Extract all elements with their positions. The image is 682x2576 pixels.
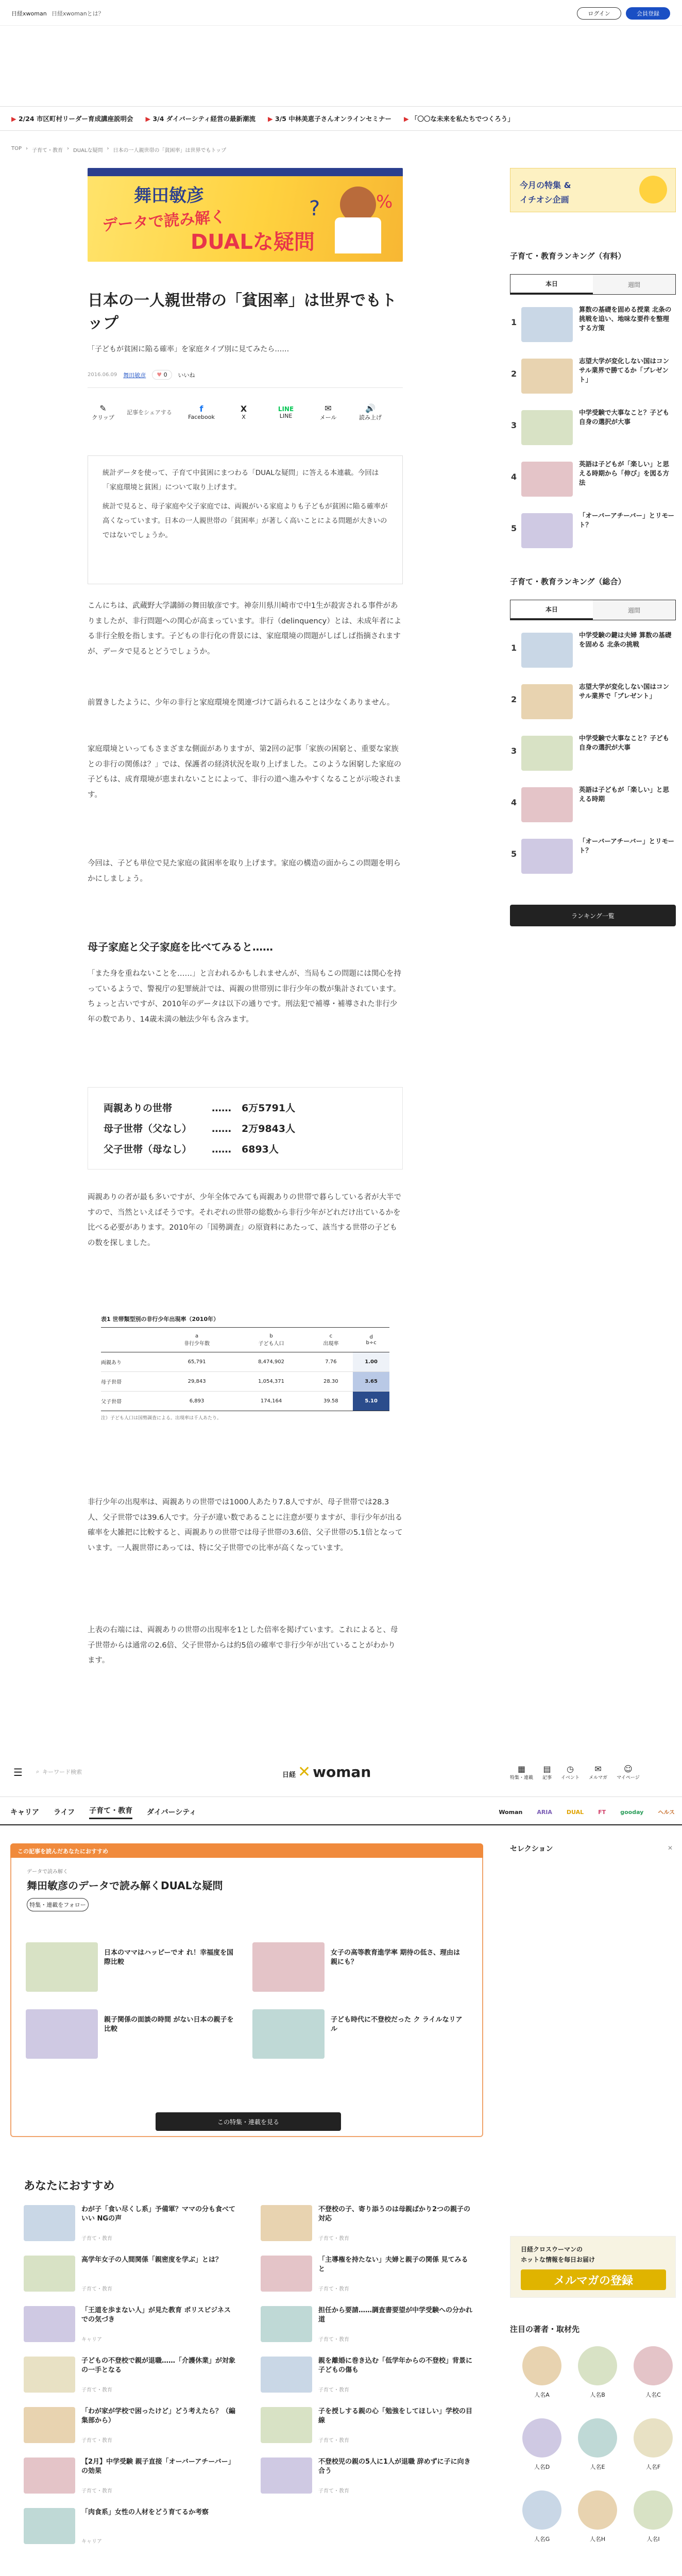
recommend-item[interactable]: 「肉食系」女性の人材をどう育てるか考察 bbox=[81, 2509, 209, 2516]
table-caption: 表1 世帯類型別の非行少年出現率（2010年） bbox=[101, 1316, 219, 1323]
recommend-thumbnail[interactable] bbox=[24, 2205, 75, 2241]
series-badge: データで読み解く bbox=[27, 1869, 68, 1875]
rank-number: 5 bbox=[511, 849, 517, 859]
rank-number: 3 bbox=[511, 420, 517, 430]
rank-thumbnail[interactable] bbox=[521, 787, 573, 822]
author-name[interactable]: 人名B bbox=[590, 2392, 605, 2398]
rank-thumbnail[interactable] bbox=[521, 684, 573, 719]
banner-illustration: ? % bbox=[330, 181, 386, 253]
recommend-item[interactable]: 「わが家が学校で困ったけど」どう考えたら？（編集部から） bbox=[81, 2408, 236, 2425]
stats-box bbox=[88, 1087, 403, 1170]
bookmark-count[interactable]: ♥ 0 bbox=[152, 370, 172, 380]
nav-logo[interactable]: ARIA bbox=[537, 1808, 552, 1816]
recommend-thumbnail[interactable] bbox=[261, 2306, 312, 2342]
recommend-category: 子育て・教育 bbox=[318, 2438, 349, 2444]
line-icon: LINE bbox=[278, 405, 294, 413]
article-p7: 「また身を重ねないことを……」と言われるかもしれませんが、当局もこの問題には関心を持っているようで、警視庁の犯罪統計では、両親の世帯別に非行少年の数が集計されています。ちょっと古いですが、2010年のデータは以下の通りです。刑法犯で補導・補導された非行少年の数であり、14歳未満の触法少年も含みます。 bbox=[88, 970, 401, 1024]
rank-thumbnail[interactable] bbox=[521, 410, 573, 445]
tab-weekly[interactable]: 週間 bbox=[593, 275, 675, 294]
event-item[interactable]: ▶ 3/4 ダイバーシティ経営の最新潮流 bbox=[145, 115, 256, 123]
recommend-item[interactable]: 親を離婚に巻き込む「低学年からの不登校」背景に子どもの傷も bbox=[318, 2357, 473, 2375]
clip-icon: ✎ bbox=[99, 403, 107, 413]
site-top-bar bbox=[0, 0, 682, 26]
nav-kids[interactable]: 子育て・教育 bbox=[89, 1805, 132, 1819]
recommend-item[interactable]: 「主導権を持たない」夫婦と親子の関係 見てみると bbox=[318, 2256, 468, 2274]
main-nav bbox=[10, 1800, 675, 1824]
recommend-category: 子育て・教育 bbox=[81, 2286, 112, 2292]
recommend-category: 子育て・教育 bbox=[81, 2236, 112, 2242]
author-avatar[interactable] bbox=[578, 2490, 617, 2530]
article-title: 日本の一人親世帯の「貧困率」は世界でもトップ bbox=[88, 292, 397, 332]
recommend-item[interactable]: 【2月】中学受験 親子直接「オーバーアチーバー」の効果 bbox=[81, 2458, 235, 2476]
banner-name: 舞田敏彦 bbox=[134, 185, 204, 206]
author-name[interactable]: 人名I bbox=[646, 2536, 660, 2543]
mypage-icon-link[interactable]: ☺ マイページ bbox=[617, 1764, 640, 1781]
feature-icon-link[interactable]: ▦ 特集・連載 bbox=[510, 1764, 534, 1781]
close-icon[interactable]: ✕ bbox=[668, 1844, 673, 1852]
author-avatar[interactable] bbox=[522, 2490, 561, 2530]
breadcrumb-item: 日本の一人親世帯の「貧困率」は世界でもトップ bbox=[113, 148, 227, 154]
share-line[interactable]: LINE LINE bbox=[265, 405, 307, 419]
rank-paid-title: 子育て・教育ランキング（有料） bbox=[510, 251, 626, 261]
author-name[interactable]: 人名F bbox=[645, 2464, 661, 2470]
rank-item[interactable]: 志望大学が変化しない国はコンサル業界で勝てるか「ブレゼント」 bbox=[579, 357, 670, 384]
nav-diversity[interactable]: ダイバーシティ bbox=[147, 1808, 197, 1817]
breadcrumb-item[interactable]: TOP bbox=[11, 146, 22, 151]
recommend-thumbnail[interactable] bbox=[24, 2458, 75, 2494]
banner-line1: データで読み解く bbox=[101, 208, 227, 235]
data-table bbox=[101, 1315, 389, 1421]
event-item[interactable]: ▶ 3/5 中林美恵子さんオンラインセミナー bbox=[268, 115, 391, 123]
rank-item[interactable]: 志望大学が変化しない国はコンサル業界で「ブレゼント」 bbox=[579, 683, 670, 700]
series-thumbnail[interactable] bbox=[252, 2009, 325, 2059]
lead-box bbox=[88, 455, 403, 584]
bottom-header bbox=[0, 1757, 682, 1801]
breadcrumb: TOP › 子育て・教育 › DUALな疑問 › 日本の一人親世帯の「貧困率」は世界でもトップ bbox=[11, 146, 227, 154]
tab-today[interactable]: 本日 bbox=[510, 600, 593, 620]
nav-logo[interactable]: ヘルス bbox=[658, 1809, 675, 1816]
breadcrumb-item[interactable]: 子育て・教育 bbox=[32, 148, 63, 154]
recommend-item[interactable]: 子を授しする親の心「勉強をしてほしい」学校の目線 bbox=[318, 2408, 473, 2425]
recommend-thumbnail[interactable] bbox=[24, 2508, 75, 2544]
rank-item[interactable]: 算数の基礎を固める授業 北条の挑戦を追い、地味な要件を整理する方策 bbox=[579, 306, 672, 332]
tab-weekly[interactable]: 週間 bbox=[593, 600, 675, 620]
ranking-more-button[interactable]: ランキング一覧 bbox=[510, 905, 676, 926]
stat-row: 父子世帯（母なし） …… 6893人 bbox=[104, 1144, 279, 1155]
article-meta bbox=[88, 370, 195, 380]
rank-all-title: 子育て・教育ランキング（総合） bbox=[510, 577, 626, 586]
author-name[interactable]: 人名A bbox=[534, 2392, 550, 2398]
author-avatar[interactable] bbox=[634, 2490, 673, 2530]
table-header: a 非行少年数 bbox=[184, 1333, 210, 1347]
x-icon: X bbox=[240, 404, 247, 414]
mailmag-ad[interactable] bbox=[510, 2236, 676, 2298]
recommend-category: 子育て・教育 bbox=[318, 2286, 349, 2292]
article-p8: 両親ありの者が最も多いですが、少年全体でみても両親ありの世帯で暮らしている者が大半ですので、当然といえばそうです。それぞれの世帯の総数から非行少年がどれだけ出ているかを比べる必要があります。2010年の「国勢調査」の原資料にあたって、該当する世帯の子どもの数を探しました。 bbox=[88, 1193, 401, 1248]
recommend-thumbnail[interactable] bbox=[261, 2357, 312, 2393]
author-avatar[interactable] bbox=[634, 2418, 673, 2458]
header-icons bbox=[510, 1764, 640, 1781]
author-avatar[interactable] bbox=[634, 2346, 673, 2385]
section-heading: 母子家庭と父子家庭を比べてみると…… bbox=[88, 941, 273, 953]
nav-career[interactable]: キャリア bbox=[10, 1808, 39, 1817]
event-item[interactable]: ▶ 2/24 市区町村リーダー育成講座説明会 bbox=[11, 115, 133, 123]
recommend-thumbnail[interactable] bbox=[24, 2256, 75, 2292]
ad-title: 日経クロスウーマンの bbox=[521, 2246, 583, 2253]
recommend-category: キャリア bbox=[81, 2337, 102, 2343]
rank-item[interactable]: 英語は子どもが「楽しい」と思える時期から「伸び」を図る方法 bbox=[579, 460, 670, 487]
series-title[interactable]: 舞田敏彦のデータで読み解くDUALな疑問 bbox=[27, 1879, 223, 1892]
mail-icon: ✉ bbox=[325, 403, 332, 413]
rank-number: 3 bbox=[511, 746, 517, 756]
table-row: 父子世帯 6,893 174,164 39.58 5.10 bbox=[101, 1392, 389, 1411]
rank-item[interactable]: 「オーバーアチーバー」とリモート？ bbox=[579, 512, 675, 529]
rank-thumbnail[interactable] bbox=[521, 462, 573, 497]
article-p6: 今回は、子ども単位で見た家庭の貧困率を取り上げます。家庭の構造の面からこの問題を明らかにしましょう。 bbox=[88, 859, 401, 883]
series-item[interactable]: 日本のママはハッピーでオ れ！幸福度を国際比較 bbox=[104, 1949, 234, 1967]
rank-thumbnail[interactable] bbox=[521, 513, 573, 548]
recommend-thumbnail[interactable] bbox=[24, 2407, 75, 2443]
author-name[interactable]: 人名C bbox=[645, 2392, 661, 2398]
series-item[interactable]: 子ども時代に不登校だった ク ライルなリアル bbox=[331, 2016, 463, 2033]
recommend-item[interactable]: 高学年女子の人間関係「親密度を学ぶ」とは？ bbox=[81, 2256, 223, 2264]
table-row: 両親あり 65,791 8,474,902 7.76 1.00 bbox=[101, 1352, 389, 1372]
recommend-category: 子育て・教育 bbox=[81, 2387, 112, 2393]
recommend-category: 子育て・教育 bbox=[318, 2236, 349, 2242]
breadcrumb-item[interactable]: DUALな疑問 bbox=[73, 148, 103, 154]
recommend-item[interactable]: 不登校の子、寄り添うのは母親ばかり2つの親子の対応 bbox=[318, 2206, 471, 2223]
join-button[interactable]: 会員登録 bbox=[626, 7, 670, 20]
rank-all-tabs bbox=[510, 600, 676, 620]
rank-item[interactable]: 中学受験で大事なこと？子ども自身の選択が大事 bbox=[579, 734, 670, 752]
article-p4: 前置きしたように、少年の非行と家庭環境を関連づけて語られることは少なくありません。 bbox=[88, 699, 395, 707]
recommend-title: あなたにおすすめ bbox=[24, 2180, 115, 2193]
menu-icon[interactable]: ☰ bbox=[13, 1766, 23, 1778]
series-item[interactable]: 親子関係の面談の時間 がない日本の親子を比較 bbox=[104, 2016, 234, 2033]
recommend-thumbnail[interactable] bbox=[24, 2357, 75, 2393]
author-avatar[interactable] bbox=[578, 2418, 617, 2458]
series-thumbnail[interactable] bbox=[26, 2009, 98, 2059]
follow-series-button[interactable]: 特集・連載をフォロー bbox=[27, 1898, 89, 1911]
tokushu-sub: イチオシ企画 bbox=[520, 195, 569, 205]
rank-paid-tabs bbox=[510, 274, 676, 295]
article-icon-link[interactable]: ▤ 記事 bbox=[542, 1764, 552, 1781]
recommend-category: 子育て・教育 bbox=[81, 2488, 112, 2494]
recommend-category: 子育て・教育 bbox=[81, 2438, 112, 2444]
site-logo[interactable]: 日経 ✕ woman bbox=[282, 1763, 371, 1781]
share-x[interactable]: X X bbox=[223, 404, 265, 420]
recommend-category: 子育て・教育 bbox=[318, 2488, 349, 2494]
article-p10: 上表の右端には、両親ありの世帯の出現率を1とした倍率を掲げています。これによると、母子世帯からは通常の2.6倍、父子世帯からは約5倍の確率で非行少年が出ていることがわかります。 bbox=[88, 1626, 398, 1665]
authors-title: 注目の著者・取材先 bbox=[510, 2325, 580, 2334]
author-link[interactable]: 舞田敏彦 bbox=[123, 371, 146, 379]
rank-number: 4 bbox=[511, 472, 517, 482]
read-aloud-button[interactable]: 🔊 読み上げ bbox=[349, 403, 391, 421]
share-bar bbox=[88, 397, 403, 428]
table-header: b 子ども人口 bbox=[258, 1333, 284, 1347]
series-thumbnail[interactable] bbox=[26, 1942, 98, 1992]
rank-number: 2 bbox=[511, 369, 517, 379]
share-facebook[interactable]: f Facebook bbox=[180, 404, 223, 420]
stat-row: 両親ありの世帯 …… 6万5791人 bbox=[104, 1103, 296, 1114]
rank-number: 5 bbox=[511, 523, 517, 533]
article-p3: こんにちは、武蔵野大学講師の舞田敏彦です。神奈川県川崎市で中1生が殺害される事件がありましたが、非行問題への関心が高まっています。非行（delinquency）とは、未成年者による非行全般を指します。子どもの非行化の背景には、家庭環境の問題がしばしば指摘されますが、データで見るとどうでしょうか。 bbox=[88, 602, 402, 656]
rank-number: 1 bbox=[511, 643, 517, 653]
author-name[interactable]: 人名D bbox=[534, 2464, 550, 2470]
search-input[interactable]: ⌕ キーワード検索 bbox=[36, 1768, 82, 1775]
selection-title: セレクション bbox=[510, 1845, 553, 1853]
nav-logo[interactable]: FT bbox=[598, 1808, 606, 1816]
nav-logo[interactable]: DUAL bbox=[566, 1808, 584, 1816]
lead-p1: 統計データを使って、子育て中貧困にまつわる「DUALな疑問」に答える本連載。今回は「家庭環境と貧困」について取り上げます。 bbox=[103, 469, 379, 492]
brand-link[interactable]: 日経xwoman bbox=[11, 10, 47, 17]
table-note: 注）子ども人口は国勢調査による。出現率は千人あたり。 bbox=[101, 1416, 222, 1421]
event-ticker bbox=[0, 106, 682, 131]
recommend-item[interactable]: 子どもの不登校で親が退職……「介護休業」が対象の一手となる bbox=[81, 2357, 236, 2375]
rank-thumbnail[interactable] bbox=[521, 736, 573, 771]
recommend-category: キャリア bbox=[81, 2539, 102, 2545]
tokushu-banner[interactable] bbox=[510, 168, 676, 212]
series-item[interactable]: 女子の高等教育進学率 期待の低さ、理由は親にも？ bbox=[331, 1949, 461, 1967]
author-avatar[interactable] bbox=[522, 2346, 561, 2385]
recommend-item[interactable]: 「王道を歩まない人」が見た教育 ポリスビジネスでの気づき bbox=[81, 2307, 231, 2324]
tokushu-badge bbox=[639, 176, 667, 204]
rank-number: 1 bbox=[511, 317, 517, 327]
table-header: c 出現率 bbox=[323, 1333, 339, 1347]
rank-number: 4 bbox=[511, 798, 517, 807]
facebook-icon: f bbox=[199, 404, 203, 414]
rank-thumbnail[interactable] bbox=[521, 359, 573, 394]
article-date: 2016.06.09 bbox=[88, 372, 117, 378]
share-label: 記事をシェアする bbox=[127, 409, 172, 416]
rank-thumbnail[interactable] bbox=[521, 839, 573, 874]
author-avatar[interactable] bbox=[578, 2346, 617, 2385]
recommend-thumbnail[interactable] bbox=[261, 2256, 312, 2292]
article-p9: 非行少年の出現率は、両親ありの世帯では1000人あたり7.8人ですが、母子世帯では28.3人、父子世帯では39.6人です。分子が違い数であることに注意が要りますが、非行少年が出る確率を大雑把に比較すると、両親ありの世帯では母子世帯の3.6倍、父子世帯の5.1倍となっています。一人親世帯にあっては、特に父子世帯での比率が高くなっています。 bbox=[88, 1498, 403, 1553]
recommend-category: 子育て・教育 bbox=[318, 2387, 349, 2393]
tab-today[interactable]: 本日 bbox=[510, 275, 593, 294]
article-p5: 家庭環境といってもさまざまな側面がありますが、第2回の記事「家族の困窮と、重要な家族との非行の関係は？」では、保護者の経済状況を取り上げました。このような困窮した家庭の子どもは、成育環境が恵まれないことによって、非行の道へ進みやすくなることが示唆されます。 bbox=[88, 745, 401, 800]
author-name[interactable]: 人名G bbox=[534, 2536, 550, 2543]
recommend-thumbnail[interactable] bbox=[261, 2458, 312, 2494]
search-icon: ⌕ bbox=[36, 1768, 40, 1775]
author-name[interactable]: 人名E bbox=[590, 2464, 605, 2470]
table-header: d b÷c bbox=[366, 1334, 377, 1346]
rank-item[interactable]: 「オーバーアチーバー」とリモート？ bbox=[579, 837, 675, 855]
nav-logo[interactable]: Woman bbox=[499, 1808, 523, 1816]
recommend-item[interactable]: 不登校児の親の5人に1人が退職 辞めずに子に向き合う bbox=[318, 2458, 471, 2476]
author-name[interactable]: 人名H bbox=[589, 2536, 606, 2543]
share-mail[interactable]: ✉ メール bbox=[307, 403, 349, 421]
recommend-item[interactable]: わが子「食い尽くし系」予備軍？ママの分も食べていい NGの声 bbox=[81, 2206, 236, 2223]
nav-logo[interactable]: gooday bbox=[620, 1808, 644, 1816]
stat-row: 母子世帯（父なし） …… 2万9843人 bbox=[104, 1123, 296, 1134]
table-header bbox=[101, 1328, 160, 1352]
about-link[interactable]: 日経xwomanとは？ bbox=[52, 10, 104, 17]
rank-number: 2 bbox=[511, 694, 517, 704]
series-box-label: この記事を読んだあなたにおすすめ bbox=[10, 1843, 483, 1858]
series-thumbnail[interactable] bbox=[252, 1942, 325, 1992]
clip-button[interactable]: ✎ クリップ bbox=[88, 403, 118, 421]
ad-cta[interactable]: メルマガの登録 bbox=[521, 2269, 666, 2290]
rank-thumbnail[interactable] bbox=[521, 633, 573, 668]
nav-life[interactable]: ライフ bbox=[54, 1808, 75, 1817]
article-subtitle: 「子どもが貧困に陥る確率」を家庭タイプ別に見てみたら…… bbox=[88, 345, 289, 353]
ad-title2: ホットな情報を毎日お届け bbox=[521, 2256, 595, 2263]
recommend-thumbnail[interactable] bbox=[24, 2306, 75, 2342]
login-button[interactable]: ログイン bbox=[577, 7, 621, 20]
table-row: 母子世帯 29,843 1,054,371 28.30 3.65 bbox=[101, 1372, 389, 1392]
event-item[interactable]: ▶ 「〇〇な未来を私たちでつくろう」 bbox=[403, 115, 514, 123]
series-more-button[interactable]: この特集・連載を見る bbox=[156, 2112, 341, 2131]
lead-p2: 統計で見ると、母子家庭や父子家庭では、両親がいる家庭よりも子どもが貧困に陥る確率が高くなっています。日本の一人親世帯の「貧困率」が著しく高いことによる問題が大きいのではないでしょうか。 bbox=[103, 502, 388, 539]
rank-item[interactable]: 英語は子どもが「楽しい」と思える時期 bbox=[579, 786, 670, 803]
rank-thumbnail[interactable] bbox=[521, 307, 573, 342]
recommend-category: 子育て・教育 bbox=[318, 2337, 349, 2343]
author-avatar[interactable] bbox=[522, 2418, 561, 2458]
series-banner[interactable] bbox=[88, 168, 403, 262]
event-icon-link[interactable]: ◷ イベント bbox=[561, 1764, 580, 1781]
like-button[interactable]: いいね bbox=[178, 371, 195, 379]
speaker-icon: 🔊 bbox=[365, 403, 376, 413]
recommend-item[interactable]: 担任から要請……調査書要望が中学受験への分かれ道 bbox=[318, 2307, 473, 2324]
tokushu-title: 今月の特集 & bbox=[520, 180, 571, 190]
mail-icon-link[interactable]: ✉ メルマガ bbox=[589, 1764, 608, 1781]
banner-line2: DUALな疑問 bbox=[191, 230, 315, 254]
recommend-thumbnail[interactable] bbox=[261, 2407, 312, 2443]
recommend-thumbnail[interactable] bbox=[261, 2205, 312, 2241]
rank-item[interactable]: 中学受験で大事なこと？子ども自身の選択が大事 bbox=[579, 409, 670, 426]
rank-item[interactable]: 中学受験の鍵は夫婦 算数の基礎を固める 北条の挑戦 bbox=[579, 631, 672, 649]
